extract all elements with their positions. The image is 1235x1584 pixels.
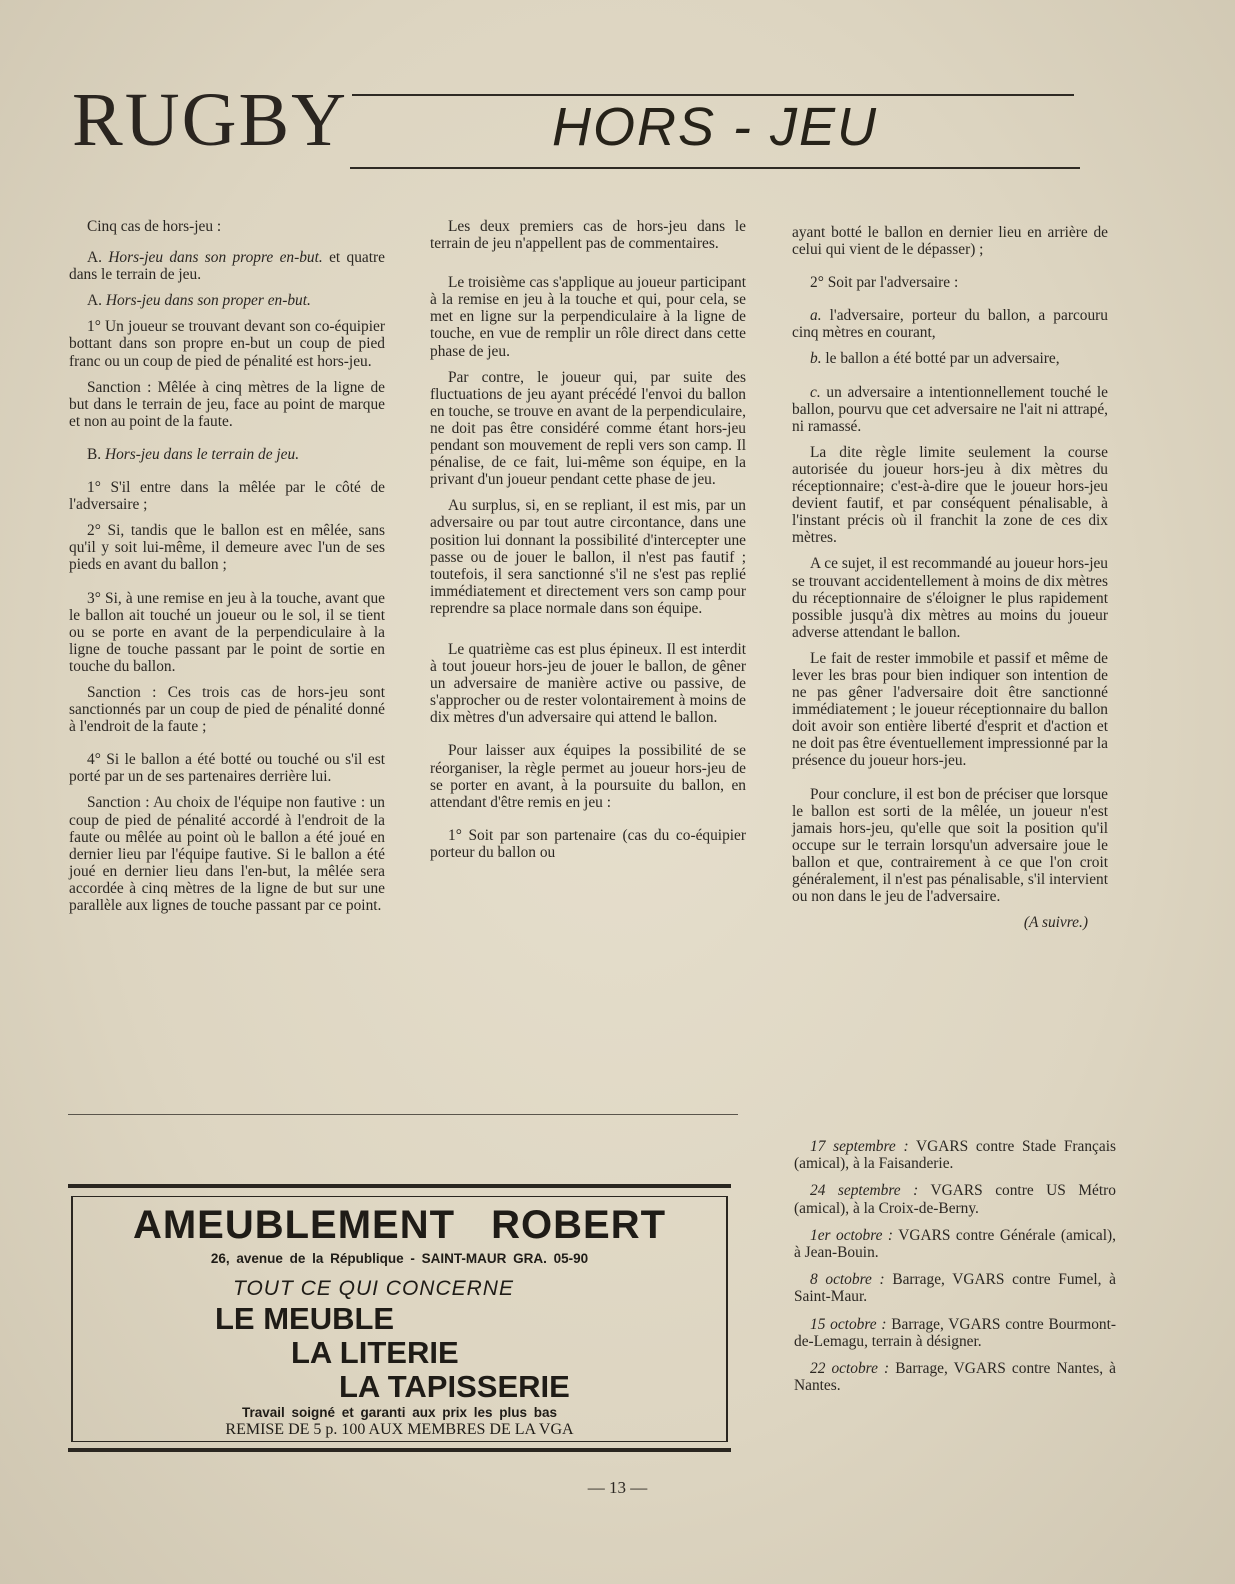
paragraph: 1° S'il entre dans la mêlée par le côté de l'adversaire ; — [69, 479, 385, 514]
paragraph — [69, 446, 385, 463]
page-number: — 13 — — [587, 1478, 648, 1497]
schedule-date: 17 septembre : — [810, 1138, 909, 1155]
paragraph: 1° Soit par son partenaire (cas du co-équipier porteur du ballon ou — [430, 826, 746, 861]
schedule-date: 15 octobre : — [810, 1315, 887, 1333]
paragraph: Sanction : Mêlée à cinq mètres de la ligne de but dans le terrain de jeu, face au point de marque et non au point de la faute. — [69, 378, 385, 430]
paragraph-lead: b. — [810, 350, 822, 368]
paragraph — [69, 249, 385, 283]
schedule-item — [794, 1182, 1116, 1216]
paragraph: 4° Si le ballon a été botté ou touché ou s'il est porté par un de ses partenaires derrière lui. — [69, 751, 385, 786]
paragraph-lead: c. — [810, 383, 821, 401]
paragraph: Cinq cas de hors-jeu : — [87, 218, 222, 235]
paragraph-italic: Hors-jeu dans le terrain de jeu. — [104, 445, 300, 463]
article-column-3 — [792, 224, 1108, 940]
paragraph: 1° Un joueur se trouvant devant son co-équipier bottant dans son propre en-but un coup de pied franc ou un coup de pied de pénalité est hors-jeu. — [69, 318, 385, 370]
schedule-text: VGARS contre Générale (amical), à Jean-Bouin. — [794, 1226, 1117, 1262]
paragraph: A ce sujet, il est recommandé au joueur hors-jeu se trouvant accidentellement à moins de dix mètres du réceptionnaire de s'éloigner le plus rapidement possible jusqu'à dix mètres au moins du joueur adverse attendant le ballon. — [792, 555, 1108, 641]
schedule-text: VGARS contre US Métro (amical), à la Croix-de-Berny. — [794, 1182, 1116, 1217]
paragraph: Le fait de rester immobile et passif et même de lever les bras pour bien indiquer son intention de ne pas gêner l'adversaire doit être sanctionné immédiatement ; le joueur réceptionnaire du ballon doit avoir son entière liberté d'esprit et d'action et ne doit pas être éventuellement impressionné par la présence du joueur hors-jeu. — [792, 649, 1108, 770]
paragraph: 3° Si, à une remise en jeu à la touche, avant que le ballon ait touché un joueur ou le sol, il se tient ou se porte en avant de la perpendiculaire à la ligne de touche passant par le point de sortie en touche du ballon. — [69, 589, 385, 675]
advertisement-box — [68, 1184, 731, 1452]
paragraph: ayant botté le ballon en dernier lieu en arrière de celui qui vient de le dépasser) ; — [792, 224, 1108, 259]
paragraph-lead: B. — [87, 445, 102, 463]
schedule-text: Barrage, VGARS contre Bourmont-de-Lemagu, terrain à désigner. — [794, 1315, 1116, 1350]
paragraph: Le troisième cas s'applique au joueur participant à la remise en jeu à la touche et qui, pour cela, se met en ligne sur la perpendiculaire à la ligne de touche, en vue de remplir un rôle direct dans cette phase de jeu. — [430, 274, 746, 360]
schedule-item — [794, 1360, 1116, 1394]
paragraph-lead: a. — [810, 307, 822, 325]
ad-address: 26, avenue de la République - SAINT-MAUR GRA. 05-90 — [210, 1251, 589, 1266]
section-masthead: RUGBY — [72, 78, 349, 162]
title-rule-top — [352, 94, 1074, 96]
paragraph-text: l'adversaire, porteur du ballon, a parcouru cinq mètres en courant, — [792, 307, 1108, 342]
paragraph: Pour conclure, il est bon de préciser que lorsque le ballon est sorti de la mêlée, un joueur n'est jamais hors-jeu, qu'elle que soit la position qu'il occupe sur le terrain lorsqu'un adversaire joue le ballon et que, contrairement à ce que l'on croit généralement, il n'est pas pénalisable, s'il intervient ou non dans le jeu de l'adversaire. — [792, 785, 1108, 906]
paragraph: Le quatrième cas est plus épineux. Il est interdit à tout joueur hors-jeu de jouer le ballon, de gêner un adversaire de manière active ou passive, de s'approcher ou de rester volontairement à moins de dix mètres d'un adversaire qui attend le ballon. — [430, 640, 746, 727]
paragraph: 2° Soit par l'adversaire : — [810, 274, 959, 292]
article-title: HORS - JEU — [551, 97, 879, 157]
schedule-date: 1er octobre : — [810, 1226, 894, 1244]
paragraph: Pour laisser aux équipes la possibilité de se réorganiser, la règle permet au joueur hors-jeu de se porter en avant, à la poursuite du ballon, en attendant d'être remis en jeu : — [430, 742, 746, 811]
schedule-date: 8 octobre : — [810, 1271, 885, 1289]
ad-quality-note: Travail soigné et garanti aux prix les plus bas — [241, 1405, 558, 1420]
article-column-2 — [430, 218, 746, 870]
to-be-continued: (A suivre.) — [1023, 914, 1088, 932]
paragraph — [792, 384, 1108, 435]
schedule-item — [794, 1316, 1116, 1350]
paragraph: La dite règle limite seulement la course autorisée du joueur hors-jeu à dix mètres du réceptionnaire; c'est-à-dire que le joueur hors-jeu devient fautif, et par conséquent pénalisable, à l'instant précis où il franchit la zone de ces dix mètres. — [792, 443, 1108, 547]
paragraph-text: un adversaire a intentionnellement touché le ballon, pourvu que cet adversaire ne l'ait ni attrapé, ni ramassé. — [792, 383, 1108, 435]
paragraph-lead: A. — [87, 292, 102, 310]
paragraph: Les deux premiers cas de hors-jeu dans le terrain de jeu n'appellent pas de commentaires. — [430, 218, 746, 253]
schedule-text: Barrage, VGARS contre Fumel, à Saint-Maur. — [794, 1271, 1116, 1306]
paragraph-lead: A. — [87, 249, 102, 267]
paragraph — [69, 292, 385, 309]
schedule-text: Barrage, VGARS contre Nantes, à Nantes. — [794, 1360, 1116, 1395]
title-rule-bottom — [350, 167, 1080, 169]
schedule-item — [794, 1271, 1116, 1305]
match-schedule — [794, 1138, 1116, 1404]
schedule-date: 22 octobre : — [810, 1360, 890, 1378]
ad-tagline: TOUT CE QUI CONCERNE — [233, 1277, 514, 1300]
schedule-item — [794, 1138, 1116, 1172]
article-column-1 — [69, 218, 385, 923]
ad-line-tapisserie: LA TAPISSERIE — [339, 1369, 570, 1404]
paragraph: 2° Si, tandis que le ballon est en mêlée, sans qu'il y soit lui-même, il demeure avec l'un de ses pieds en avant du ballon ; — [69, 522, 385, 574]
ad-line-literie: LA LITERIE — [291, 1335, 459, 1370]
paragraph-text: et quatre dans le terrain de jeu. — [69, 249, 385, 284]
schedule-item — [794, 1227, 1116, 1261]
paragraph: Sanction : Ces trois cas de hors-jeu sont sanctionnés par un coup de pied de pénalité donné à l'endroit de la faute ; — [69, 683, 385, 736]
paragraph — [792, 307, 1108, 341]
schedule-text: VGARS contre Stade Français (amical), à la Faisanderie. — [794, 1138, 1116, 1173]
ad-company-name: AMEUBLEMENT ROBERT — [132, 1203, 667, 1247]
ad-line-meuble: LE MEUBLE — [215, 1301, 395, 1336]
paragraph-italic: Hors-jeu dans son proper en-but. — [105, 292, 311, 310]
ad-discount: REMISE DE 5 p. 100 AUX MEMBRES DE LA VGA — [225, 1421, 574, 1438]
paragraph: Au surplus, si, en se repliant, il est mis, par un adversaire ou par tout autre circontance, dans une position lui donnant la possibilité d'intercepter une passe ou de jouer le ballon, il n'est pas fautif ; toutefois, il sera sanctionné s'il ne s'est pas replié immédiatement et directement vers son camp pour reprendre sa place normale dans son équipe. — [430, 497, 746, 617]
paragraph-text: le ballon a été botté par un adversaire, — [825, 350, 1060, 368]
paragraph — [792, 350, 1108, 367]
paragraph: Par contre, le joueur qui, par suite des fluctuations de jeu ayant précédé l'envoi du ballon en touche, se trouve en avant de la perpendiculaire, ne doit pas être considéré comme étant hors-jeu pendant son mouvement de repli vers son camp. Il pénalise, de ce fait, lui-même son équipe, en la privant d'un joueur pendant cette phase de jeu. — [430, 368, 746, 489]
schedule-date: 24 septembre : — [810, 1182, 919, 1200]
advertisement-frame — [71, 1196, 728, 1442]
paragraph-italic: Hors-jeu dans son propre en-but. — [108, 249, 323, 267]
paragraph: Sanction : Au choix de l'équipe non fautive : un coup de pied de pénalité accordé à l'endroit de la faute ou mêlée au point où le ballon a été joué en dernier lieu par l'équipe fautive. Si le ballon a été joué en dernier lieu dans l'en-but, la mêlée sera accordée à cinq mètres de la ligne de but sur une parallèle aux lignes de touche passant par ce point. — [69, 794, 385, 914]
column-divider-rule — [68, 1114, 738, 1115]
